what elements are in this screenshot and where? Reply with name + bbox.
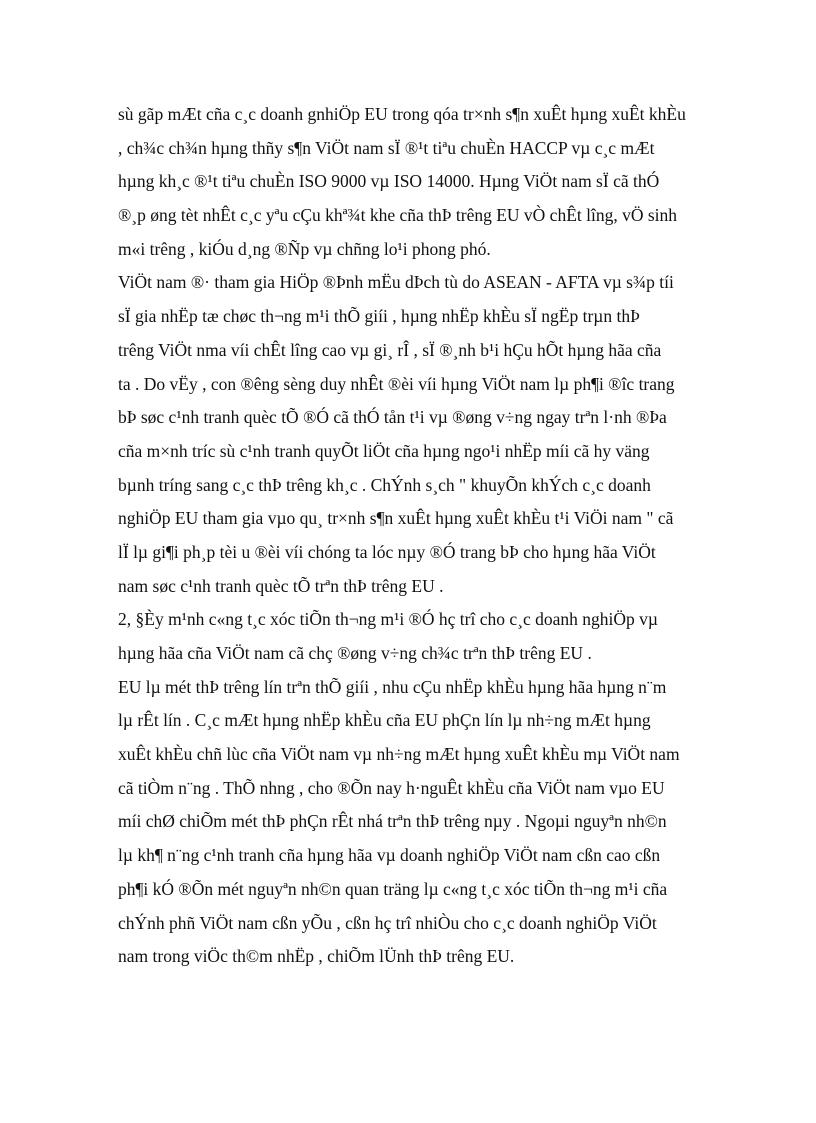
text-line-13: nghiÖp EU tham gia vµo qu¸ tr×nh s¶n xuÊt hµng xuÊt khÈu t¹i ViÖi nam " cã — [118, 508, 674, 529]
text-line-8: trêng ViÖt nma víi chÊt lîng cao vµ gi¸ rÎ , sÏ ®¸nh b¹i hÇu hÕt hµng hãa cña — [118, 339, 662, 360]
text-line-7: sÏ gia nhËp tæ chøc th¬ng m¹i thÕ giíi , hµng nhËp khÈu sÏ ngËp trµn thÞ — [118, 306, 640, 327]
text-line-10: bÞ søc c¹nh tranh quèc tÕ ®Ó cã thÓ tån t¹i vµ ®øng v÷ng ngay trªn l·nh ®Þa — [118, 407, 667, 428]
text-line-23: lµ kh¶ n¨ng c¹nh tranh cña hµng hãa vµ doanh nghiÖp ViÖt nam cßn cao cßn — [118, 845, 661, 866]
text-line-14: lÏ lµ gi¶i ph¸p tèi u ®èi víi chóng ta lóc nµy ®Ó trang bÞ cho hµng hãa ViÖt — [118, 541, 656, 562]
text-line-2: , ch¾c ch¾n hµng thñy s¶n ViÖt nam sÏ ®¹t tiªu chuÈn HACCP vµ c¸c mÆt — [118, 137, 655, 158]
text-line-3: hµng kh¸c ®¹t tiªu chuÈn ISO 9000 vµ ISO 14000. Hµng ViÖt nam sÏ cã thÓ — [118, 171, 660, 192]
document-body — [118, 98, 738, 974]
text-line-20: xuÊt khÈu chñ lùc cña ViÖt nam vµ nh÷ng mÆt hµng xuÊt khÈu mµ ViÖt nam — [118, 744, 680, 765]
text-line-18: EU lµ mét thÞ trêng lín trªn thÕ giíi , nhu cÇu nhËp khÈu hµng hãa hµng n¨m — [118, 676, 667, 697]
text-line-25: chÝnh phñ ViÖt nam cßn yÕu , cßn hç trî nhiÒu cho c¸c doanh nghiÖp ViÖt — [118, 912, 657, 933]
text-line-12: bµnh tríng sang c¸c thÞ trêng kh¸c . ChÝnh s¸ch " khuyÕn khÝch c¸c doanh — [118, 474, 651, 495]
text-line-17: hµng hãa cña ViÖt nam cã chç ®øng v÷ng ch¾c trªn thÞ trêng EU . — [118, 643, 592, 663]
text-line-24: ph¶i kÓ ®Õn mét nguyªn nh©n quan träng lµ c«ng t¸c xóc tiÕn th¬ng m¹i cña — [118, 878, 668, 899]
text-line-15: nam søc c¹nh tranh quèc tÕ trªn thÞ trêng EU . — [118, 575, 444, 596]
text-line-1: sù gãp mÆt cña c¸c doanh gnhiÖp EU trong qóa tr×nh s¶n xuÊt hµng xuÊt khÈu — [118, 104, 686, 124]
text-line-16: 2, §Èy m¹nh c«ng t¸c xóc tiÕn th¬ng m¹i ®Ó hç trî cho c¸c doanh nghiÖp vµ — [118, 609, 658, 630]
text-line-19: lµ rÊt lín . C¸c mÆt hµng nhËp khÈu cña EU phÇn lín lµ nh÷ng mÆt hµng — [118, 710, 651, 731]
text-line-5: m«i trêng , kiÓu d¸ng ®Ñp vµ chñng lo¹i phong phó. — [118, 238, 491, 259]
text-line-9: ta . Do vËy , con ®êng sèng duy nhÊt ®èi víi hµng ViÖt nam lµ ph¶i ®îc trang — [118, 373, 675, 394]
text-line-6: ViÖt nam ®· tham gia HiÖp ®Þnh mËu dÞch tù do ASEAN - AFTA vµ s¾p tíi — [118, 272, 674, 293]
text-line-11: cña m×nh tríc sù c¹nh tranh quyÕt liÖt cña hµng ngo¹i nhËp míi cã hy väng — [118, 440, 650, 461]
text-line-21: cã tiÒm n¨ng . ThÕ nhng , cho ®Õn nay h·nguÊt khÈu cña ViÖt nam vµo EU — [118, 777, 665, 798]
text-line-4: ®¸p øng tèt nhÊt c¸c yªu cÇu khª¾t khe cña thÞ trêng EU vÒ chÊt lîng, vÖ sinh — [118, 205, 678, 226]
text-line-22: míi chØ chiÕm mét thÞ phÇn rÊt nhá trªn thÞ trêng nµy . Ngoµi nguyªn nh©n — [118, 811, 667, 832]
text-line-26: nam trong viÖc th©m nhËp , chiÕm lÜnh thÞ trêng EU. — [118, 946, 515, 967]
